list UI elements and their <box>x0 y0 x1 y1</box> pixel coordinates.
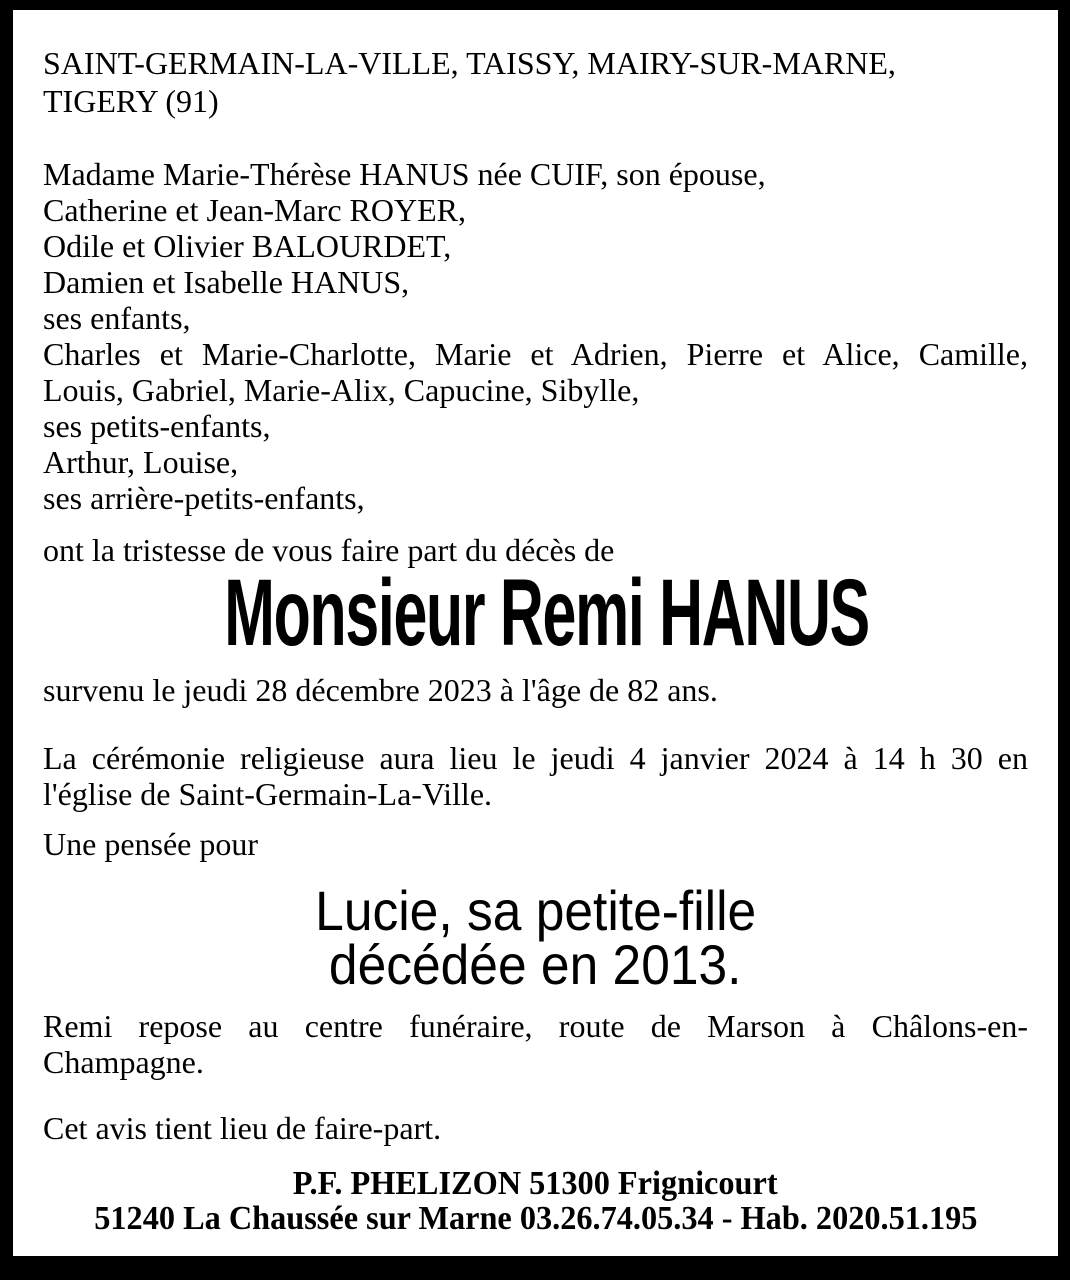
ceremony-details <box>43 740 1028 812</box>
funeral-home-line-2-wrap <box>43 1201 1028 1236</box>
towns-header <box>43 44 1028 120</box>
repose-details <box>43 1008 1028 1080</box>
family-line-child-3: Damien et Isabelle HANUS, <box>43 264 410 300</box>
tribute-line-1: Lucie, sa petite-fille <box>314 879 757 942</box>
family-line-child-1: Catherine et Jean-Marc ROYER, <box>43 192 466 228</box>
ceremony-line-2: l'église de Saint-Germain-La-Ville. <box>43 776 493 812</box>
tribute-block <box>43 879 1028 996</box>
tribute-line-1-wrap <box>43 879 1028 942</box>
tribute-line-2-wrap <box>43 933 1028 996</box>
family-line-greatgrandchildren: Arthur, Louise, <box>43 444 239 480</box>
deceased-name-block <box>43 560 1028 666</box>
tribute-intro: Une pensée pour <box>43 826 259 862</box>
deceased-name: Monsieur Remi HANUS <box>224 560 869 666</box>
announcement-intro: ont la tristesse de vous faire part du décès de <box>43 532 615 568</box>
funeral-home-line-2: 51240 La Chaussée sur Marne 03.26.74.05.34 - Hab. 2020.51.195 <box>93 1200 978 1237</box>
family-line-grandchildren-2: Louis, Gabriel, Marie-Alix, Capucine, Sibylle, <box>43 372 640 408</box>
family-line-grandchildren-label: ses petits-enfants, <box>43 408 271 444</box>
ceremony-line-1: La cérémonie religieuse aura lieu le jeudi 4 janvier 2024 à 14 h 30 en <box>43 740 1028 776</box>
family-line-greatgrandchildren-label: ses arrière-petits-enfants, <box>43 480 365 516</box>
tribute-line-2: décédée en 2013. <box>329 933 742 996</box>
family-line-child-2: Odile et Olivier BALOURDET, <box>43 228 452 264</box>
repose-line-1: Remi repose au centre funéraire, route de Marson à Châlons-en- <box>43 1008 1028 1044</box>
repose-line-2: Champagne. <box>43 1044 204 1080</box>
family-line-spouse: Madame Marie-Thérèse HANUS née CUIF, son épouse, <box>43 156 766 192</box>
notice-statement: Cet avis tient lieu de faire-part. <box>43 1110 442 1146</box>
towns-line-2: TIGERY (91) <box>43 83 219 119</box>
family-line-children-label: ses enfants, <box>43 300 191 336</box>
death-details: survenu le jeudi 28 décembre 2023 à l'âge de 82 ans. <box>43 672 718 708</box>
funeral-home-line-1-wrap <box>43 1166 1028 1201</box>
funeral-home-line-1: P.F. PHELIZON 51300 Frignicourt <box>293 1165 778 1202</box>
family-line-grandchildren-1: Charles et Marie-Charlotte, Marie et Adrien, Pierre et Alice, Camille, <box>43 336 1028 372</box>
towns-line-1: SAINT-GERMAIN-LA-VILLE, TAISSY, MAIRY-SUR-MARNE, <box>43 45 896 81</box>
family-list <box>43 156 1028 516</box>
funeral-home-block <box>43 1166 1028 1236</box>
